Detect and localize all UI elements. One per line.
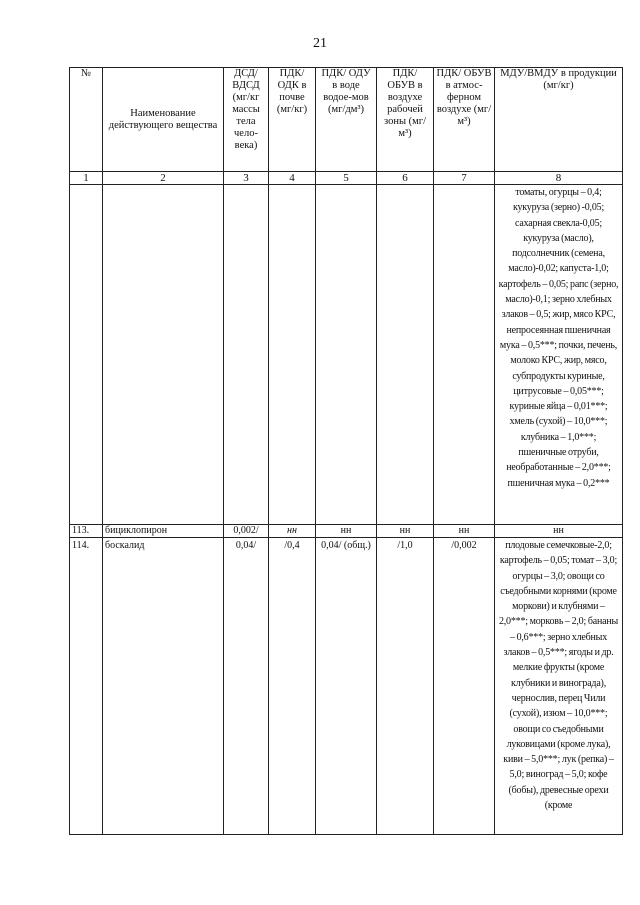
work-air-value: /1,0	[377, 538, 434, 835]
atm-air-value: нн	[434, 525, 495, 538]
header-col-atm-air: ПДК/ ОБУВ в атмос-ферном воздухе (мг/м³)	[434, 68, 495, 172]
soil-value: нн	[269, 525, 316, 538]
substance-name	[103, 185, 224, 525]
header-col-substance-name: Наименование действующего вещества	[103, 68, 224, 172]
substance-name: бициклопирон	[103, 525, 224, 538]
column-number: 5	[316, 172, 377, 185]
atm-air-value: /0,002	[434, 538, 495, 835]
dsd-value: 0,002/	[224, 525, 269, 538]
water-value	[316, 185, 377, 525]
column-number: 4	[269, 172, 316, 185]
column-number: 3	[224, 172, 269, 185]
soil-value	[269, 185, 316, 525]
header-col-soil: ПДК/ ОДК в почве (мг/кг)	[269, 68, 316, 172]
header-col-mrl: МДУ/ВМДУ в продукции (мг/кг)	[495, 68, 623, 172]
mrl-value: плодовые семечковые-2,0; картофель – 0,05; томат – 3,0; огурцы – 3,0; овощи со съедобными корнями (кроме моркови) и клубнями – 2,0***; морковь – 2,0; бананы – 0,6***; зерно хлебных злаков – 0,5***; ягоды и др. мелкие фрукты (кроме клубники и винограда), чернослив, перец Чили (сухой), изюм – 10,0***; овощи со съедобными луковицами (кроме лука), киви – 5,0***; лук (репка) – 5,0; виноград – 5,0; кофе (бобы), древесные орехи (кроме	[495, 538, 623, 835]
dsd-value: 0,04/	[224, 538, 269, 835]
header-col-dsd: ДСД/ ВДСД (мг/кг массы тела чело-века)	[224, 68, 269, 172]
row-number: 114.	[70, 538, 103, 835]
column-number: 8	[495, 172, 623, 185]
work-air-value: нн	[377, 525, 434, 538]
page-number: 21	[313, 36, 327, 51]
header-col-number: №	[70, 68, 103, 172]
column-number: 1	[70, 172, 103, 185]
water-value: 0,04/ (общ.)	[316, 538, 377, 835]
column-number-row	[70, 172, 623, 185]
column-number: 7	[434, 172, 495, 185]
column-number: 6	[377, 172, 434, 185]
header-col-water: ПДК/ ОДУ в воде водое-мов (мг/дм³)	[316, 68, 377, 172]
table-row-113	[70, 525, 623, 538]
work-air-value	[377, 185, 434, 525]
header-col-work-air: ПДК/ ОБУВ в воздухе рабочей зоны (мг/м³)	[377, 68, 434, 172]
column-number: 2	[103, 172, 224, 185]
table-row-114	[70, 538, 623, 835]
substance-name: боскалид	[103, 538, 224, 835]
row-number	[70, 185, 103, 525]
atm-air-value	[434, 185, 495, 525]
mrl-value: томаты, огурцы – 0,4; кукуруза (зерно) -0,05; сахарная свекла-0,05; кукуруза (масло), подсолнечник (семена, масло)-0,02; капуста-1,0; картофель – 0,05; рапс (зерно, масло)-0,1; зерно хлебных злаков – 0,5; жир, мясо КРС, непросеянная пшеничная мука – 0,5***; почки, печень, молоко КРС, жир, мясо, субпродукты куриные, цитрусовые – 0,05***; куриные яйца – 0,01***; хмель (сухой) – 10,0***; клубника – 1,0***; пшеничные отруби, необработанные – 2,0***; пшеничная мука – 0,2***	[495, 185, 623, 525]
dsd-value	[224, 185, 269, 525]
regulation-table	[69, 67, 623, 835]
soil-value: /0,4	[269, 538, 316, 835]
table-header-row	[70, 68, 623, 172]
table-row-continuation	[70, 185, 623, 525]
row-number: 113.	[70, 525, 103, 538]
water-value: нн	[316, 525, 377, 538]
mrl-value: нн	[495, 525, 623, 538]
